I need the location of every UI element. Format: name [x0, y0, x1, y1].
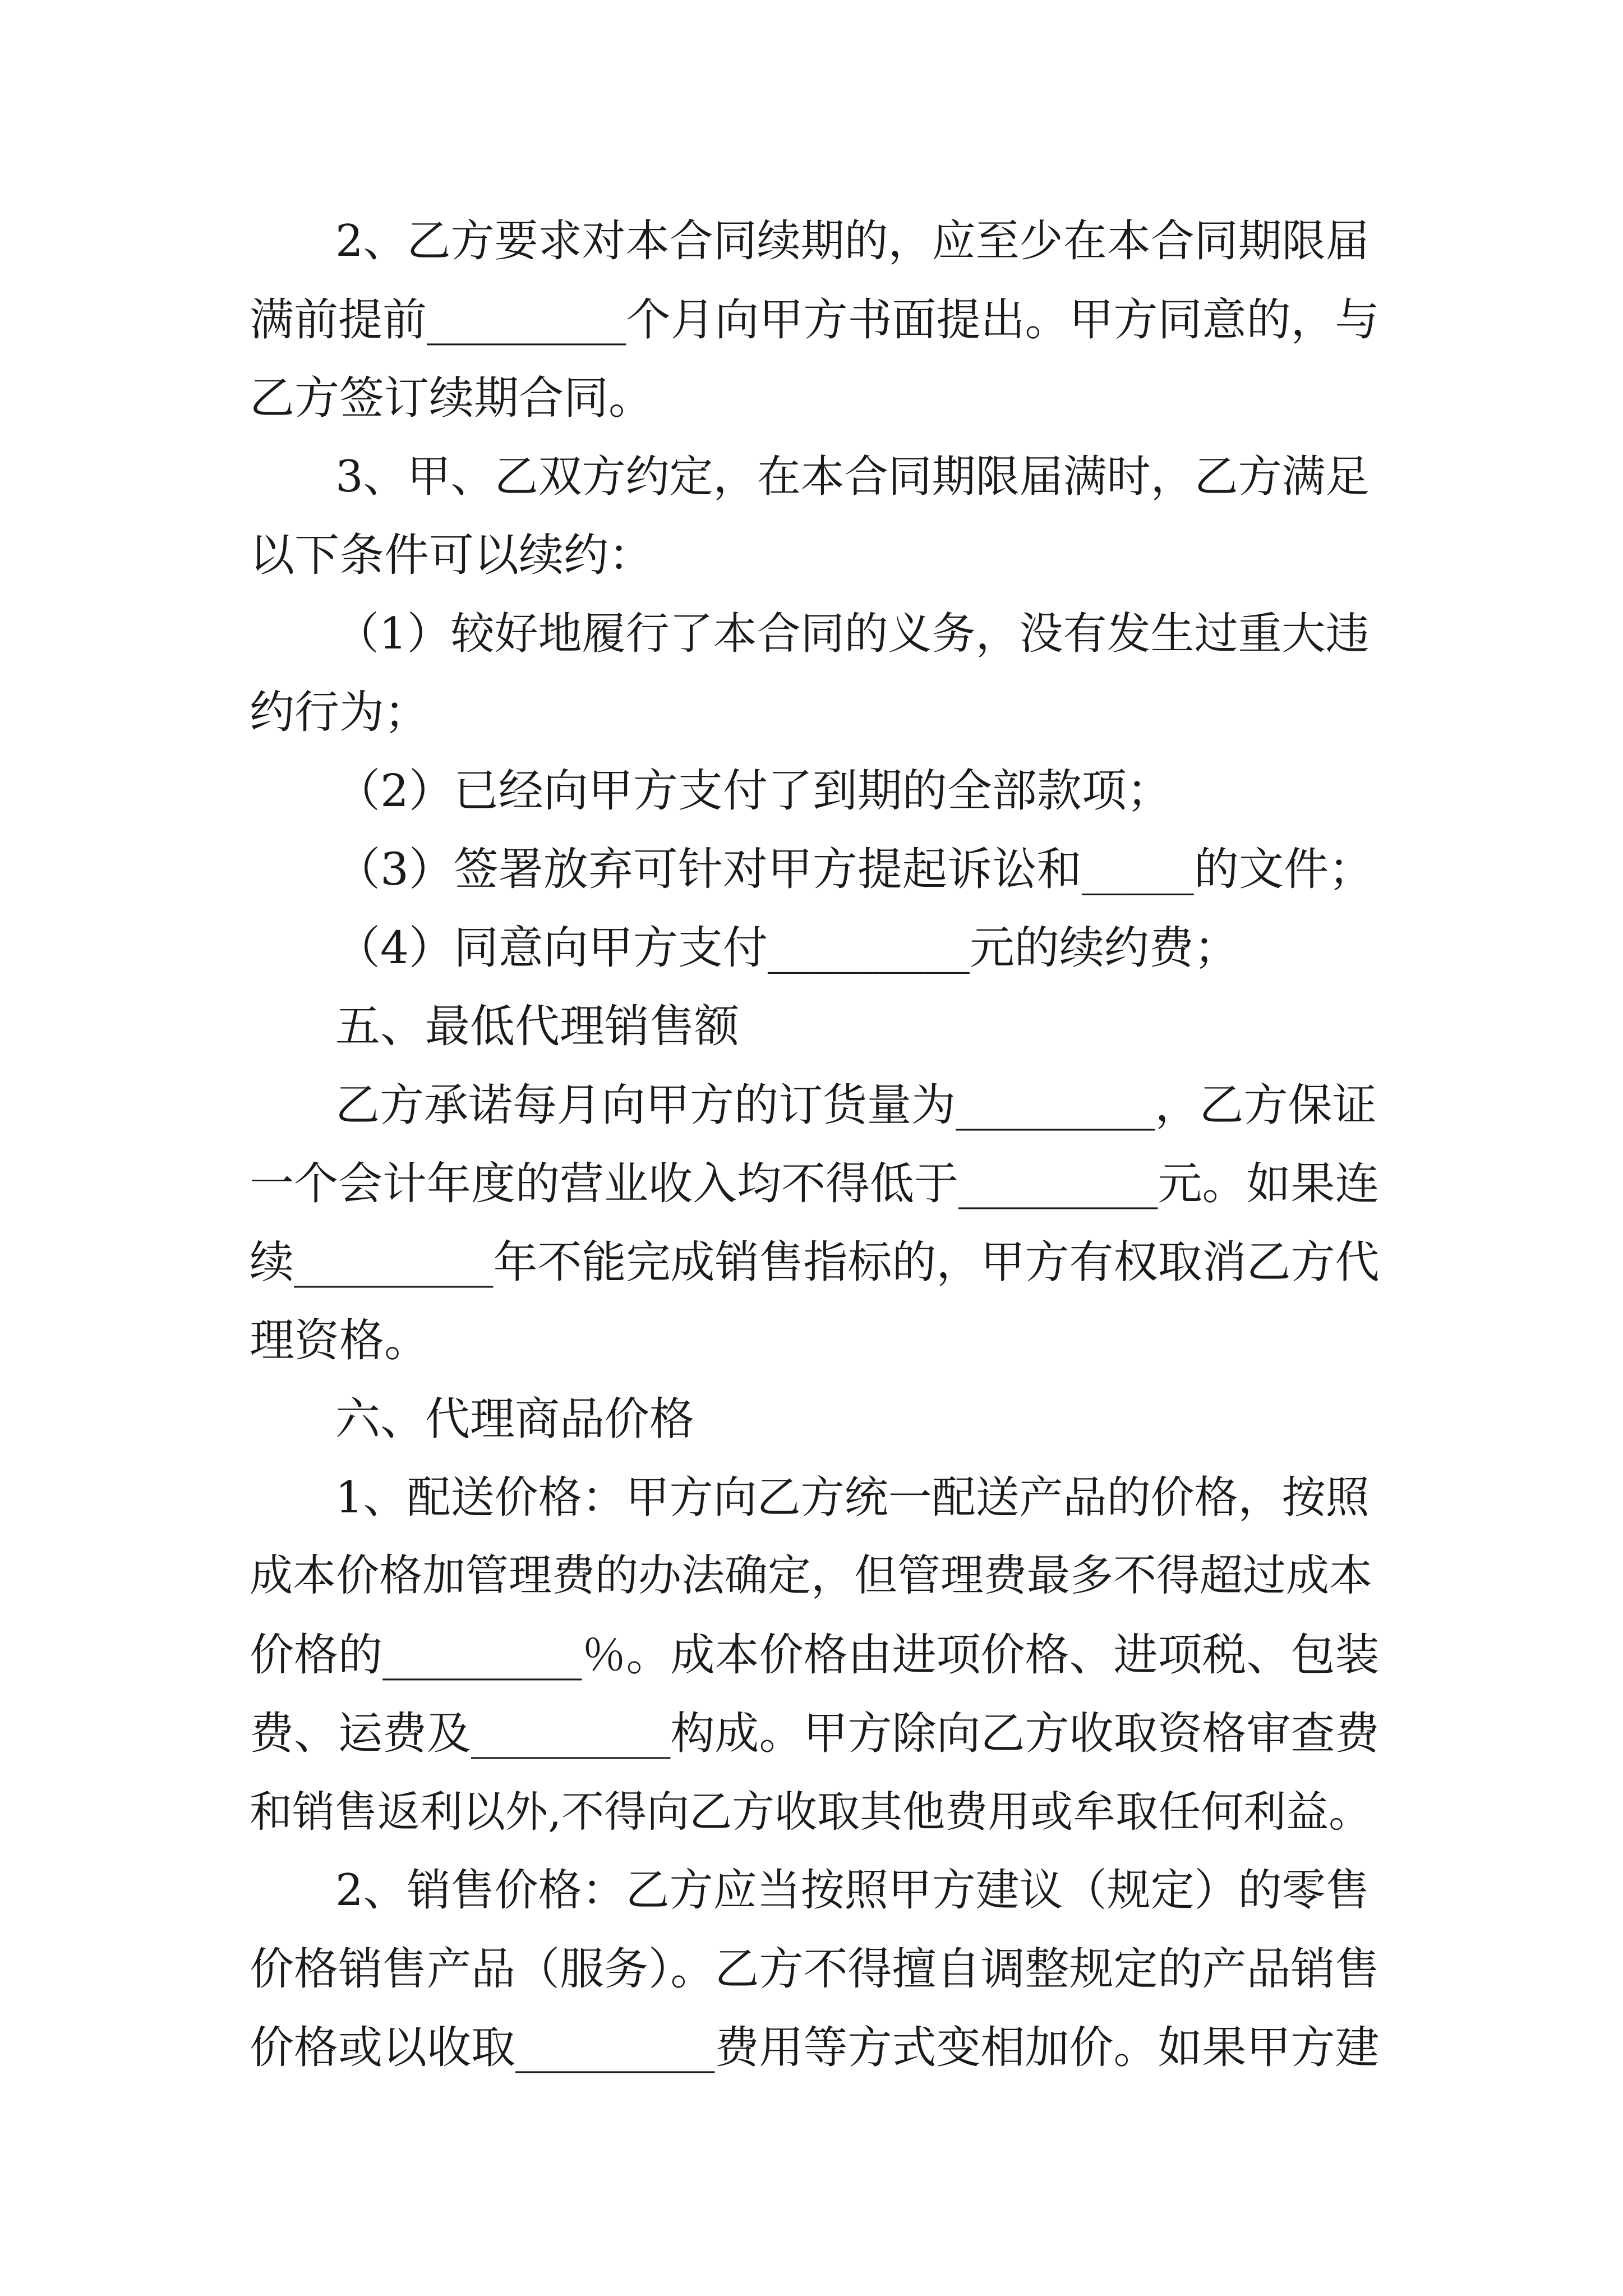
text-line: （2）已经向甲方支付了到期的全部款项； — [335, 765, 1172, 817]
text-line: 和销售返利以外,不得向乙方收取其他费用或牟取任何利益。 — [250, 1787, 1372, 1837]
text-line: 续_________年不能完成销售指标的，甲方有权取消乙方代 — [250, 1236, 1380, 1288]
text-line: 价格的_________％。成本价格由进项价格、进项税、包装 — [250, 1629, 1380, 1681]
text-line: （4）同意向甲方支付_________元的续约费； — [335, 922, 1239, 974]
text-line: 约行为； — [250, 686, 429, 738]
text-line: （1）较好地履行了本合同的义务，没有发生过重大违 — [335, 609, 1370, 659]
text-line: 费、运费及_________构成。甲方除向乙方收取资格审查费 — [250, 1708, 1380, 1759]
section-heading: 六、代理商品价格 — [335, 1393, 694, 1445]
text-line: 价格或以收取_________费用等方式变相加价。如果甲方建 — [250, 2022, 1380, 2073]
text-line: 乙方签订续期合同。 — [250, 372, 653, 424]
section-heading: 五、最低代理销售额 — [335, 1000, 739, 1052]
text-line: 价格销售产品（服务）。乙方不得擅自调整规定的产品销售 — [250, 1943, 1380, 1995]
text-line: 以下条件可以续约： — [250, 529, 653, 581]
text-line: 2、销售价格：乙方应当按照甲方建议（规定）的零售 — [335, 1865, 1370, 1916]
text-line: 成本价格加管理费的办法确定，但管理费最多不得超过成本 — [250, 1551, 1372, 1601]
text-line: 2、乙方要求对本合同续期的，应至少在本合同期限届 — [335, 216, 1370, 266]
text-line: 一个会计年度的营业收入均不得低于_________元。如果连 — [250, 1158, 1380, 1209]
text-line: （3）签署放弃可针对甲方提起诉讼和_____的文件； — [335, 843, 1373, 895]
text-line: 理资格。 — [250, 1314, 429, 1366]
text-line: 1、配送价格：甲方向乙方统一配送产品的价格，按照 — [335, 1473, 1370, 1523]
text-line: 乙方承诺每月向甲方的订货量为_________，乙方保证 — [335, 1079, 1377, 1131]
text-line: 满前提前_________个月向甲方书面提出。甲方同意的，与 — [250, 294, 1380, 346]
text-line: 3、甲、乙双方约定，在本合同期限届满时，乙方满足 — [335, 452, 1370, 502]
